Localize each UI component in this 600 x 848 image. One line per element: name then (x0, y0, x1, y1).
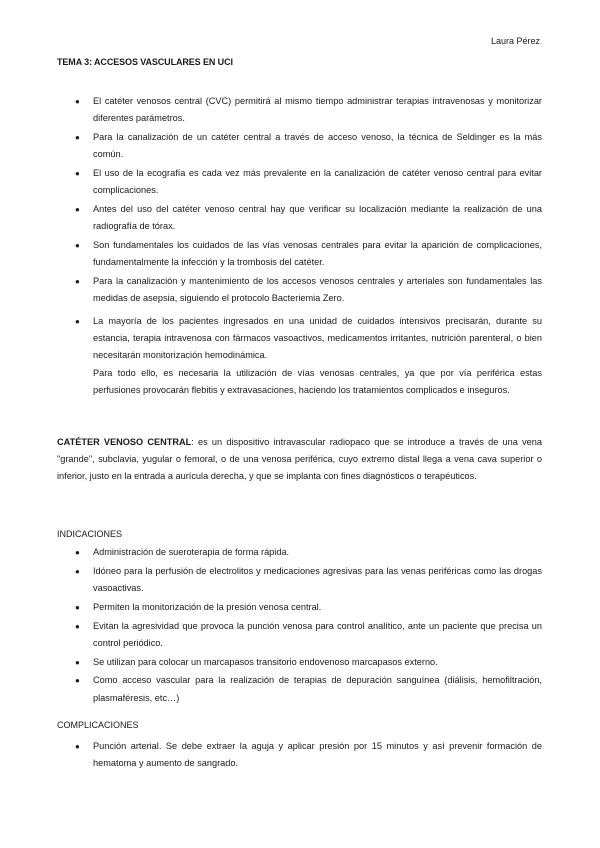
indicaciones-heading: INDICACIONES (57, 529, 123, 539)
bullet-icon: ● (75, 133, 80, 142)
bullet-icon: ● (75, 169, 80, 178)
page-title: TEMA 3: ACCESOS VASCULARES EN UCI (57, 57, 233, 67)
list-item: ● Idóneo para la perfusión de electrolitos y medicaciones agresivas para las venas periféricas como las drogas vasoactivas. (57, 563, 542, 597)
complicaciones-heading: COMPLICACIONES (57, 720, 139, 730)
list-item: ● Antes del uso del catéter venoso central hay que verificar su localización mediante la realización de una radiografía de tórax. (57, 201, 542, 235)
definition-paragraph (57, 434, 542, 486)
definition-term: CATÉTER VENOSO CENTRAL (57, 437, 192, 447)
bullet-icon: ● (75, 657, 80, 667)
bullet-icon: ● (75, 548, 80, 557)
list-item: ● Punción arterial. Se debe extraer la aguja y aplicar presión por 15 minutos y así prevenir formación de hematoma y aumento de sangrado. (57, 738, 542, 772)
author-name: Laura Pérez (490, 36, 540, 46)
bullet-icon: ● (75, 742, 80, 751)
bullet-icon: ● (75, 277, 80, 286)
bullet-icon: ● (75, 566, 80, 576)
continuation-paragraph: Para todo ello, es necesaria la utilización de vías venosas centrales, ya que por vía periférica estas perfusiones provocarán flebitis y extravasaciones, haciendo los tratamientos complicados e inseguros. (93, 367, 542, 395)
list-item: ● Para la canalización y mantenimiento de los accesos venosos centrales y arteriales son fundamentales las medidas de asepsia, siguiendo el protocolo Bacteriemia Zero. (57, 273, 542, 307)
list-item: ● Administración de sueroterapia de forma rápida. (57, 544, 542, 561)
indicaciones-list (57, 544, 542, 708)
list-item: ● La mayoría de los pacientes ingresados en una unidad de cuidados intensivos precisarán, durante su estancia, terapia intravenosa con fármacos vasoactivos, medicamentos irritantes, nutrición parenteral, o bien necesitarán monitorización hemodinámica. (57, 313, 542, 365)
bullet-icon: ● (75, 676, 80, 686)
intro-bullet-list (57, 93, 542, 309)
list-item: ● Como acceso vascular para la realización de terapias de depuración sanguínea (diálisis, hemofiltración, plasmaféresis, etc…) (57, 672, 542, 706)
complicaciones-list (57, 738, 542, 774)
list-item: ● El catéter venosos central (CVC) permitirá al mismo tiempo administrar terapias intravenosas y monitorizar diferentes parámetros. (57, 93, 542, 127)
bullet-icon: ● (75, 97, 80, 106)
list-item: ● Se utilizan para colocar un marcapasos transitorio endovenoso marcapasos externo. (57, 654, 542, 671)
bullet-icon: ● (75, 317, 80, 326)
list-item: ● Para la canalización de un catéter central a través de acceso venoso, la técnica de Seldinger es la más común. (57, 129, 542, 163)
list-item: ● Permiten la monitorización de la presión venosa central. (57, 599, 542, 616)
list-item: ● El uso de la ecografía es cada vez más prevalente en la canalización de catéter venoso central para evitar complicaciones. (57, 165, 542, 199)
bullet-icon: ● (75, 205, 80, 214)
definition-text: : es un dispositivo intravascular radiopaco que se introduce a través de una vena "grande", subclavia, yugular o femoral, o de una venosa periférica, cuyo extremo distal llega a vena cava superior o inferior, justo en la entrada a aurícula derecha, y que se implanta con fines diagnósticos o terapéuticos. (57, 437, 543, 482)
bullet-icon: ● (75, 602, 80, 612)
bullet-icon: ● (75, 621, 80, 631)
icu-context-block (57, 313, 542, 399)
list-item: ● Son fundamentales los cuidados de las vías venosas centrales para evitar la aparición de complicaciones, fundamentalmente la infección y la trombosis del catéter. (57, 237, 542, 271)
list-item: ● Evitan la agresividad que provoca la punción venosa para control analítico, ante un paciente que precisa un control periódico. (57, 618, 542, 652)
bullet-icon: ● (75, 241, 80, 250)
